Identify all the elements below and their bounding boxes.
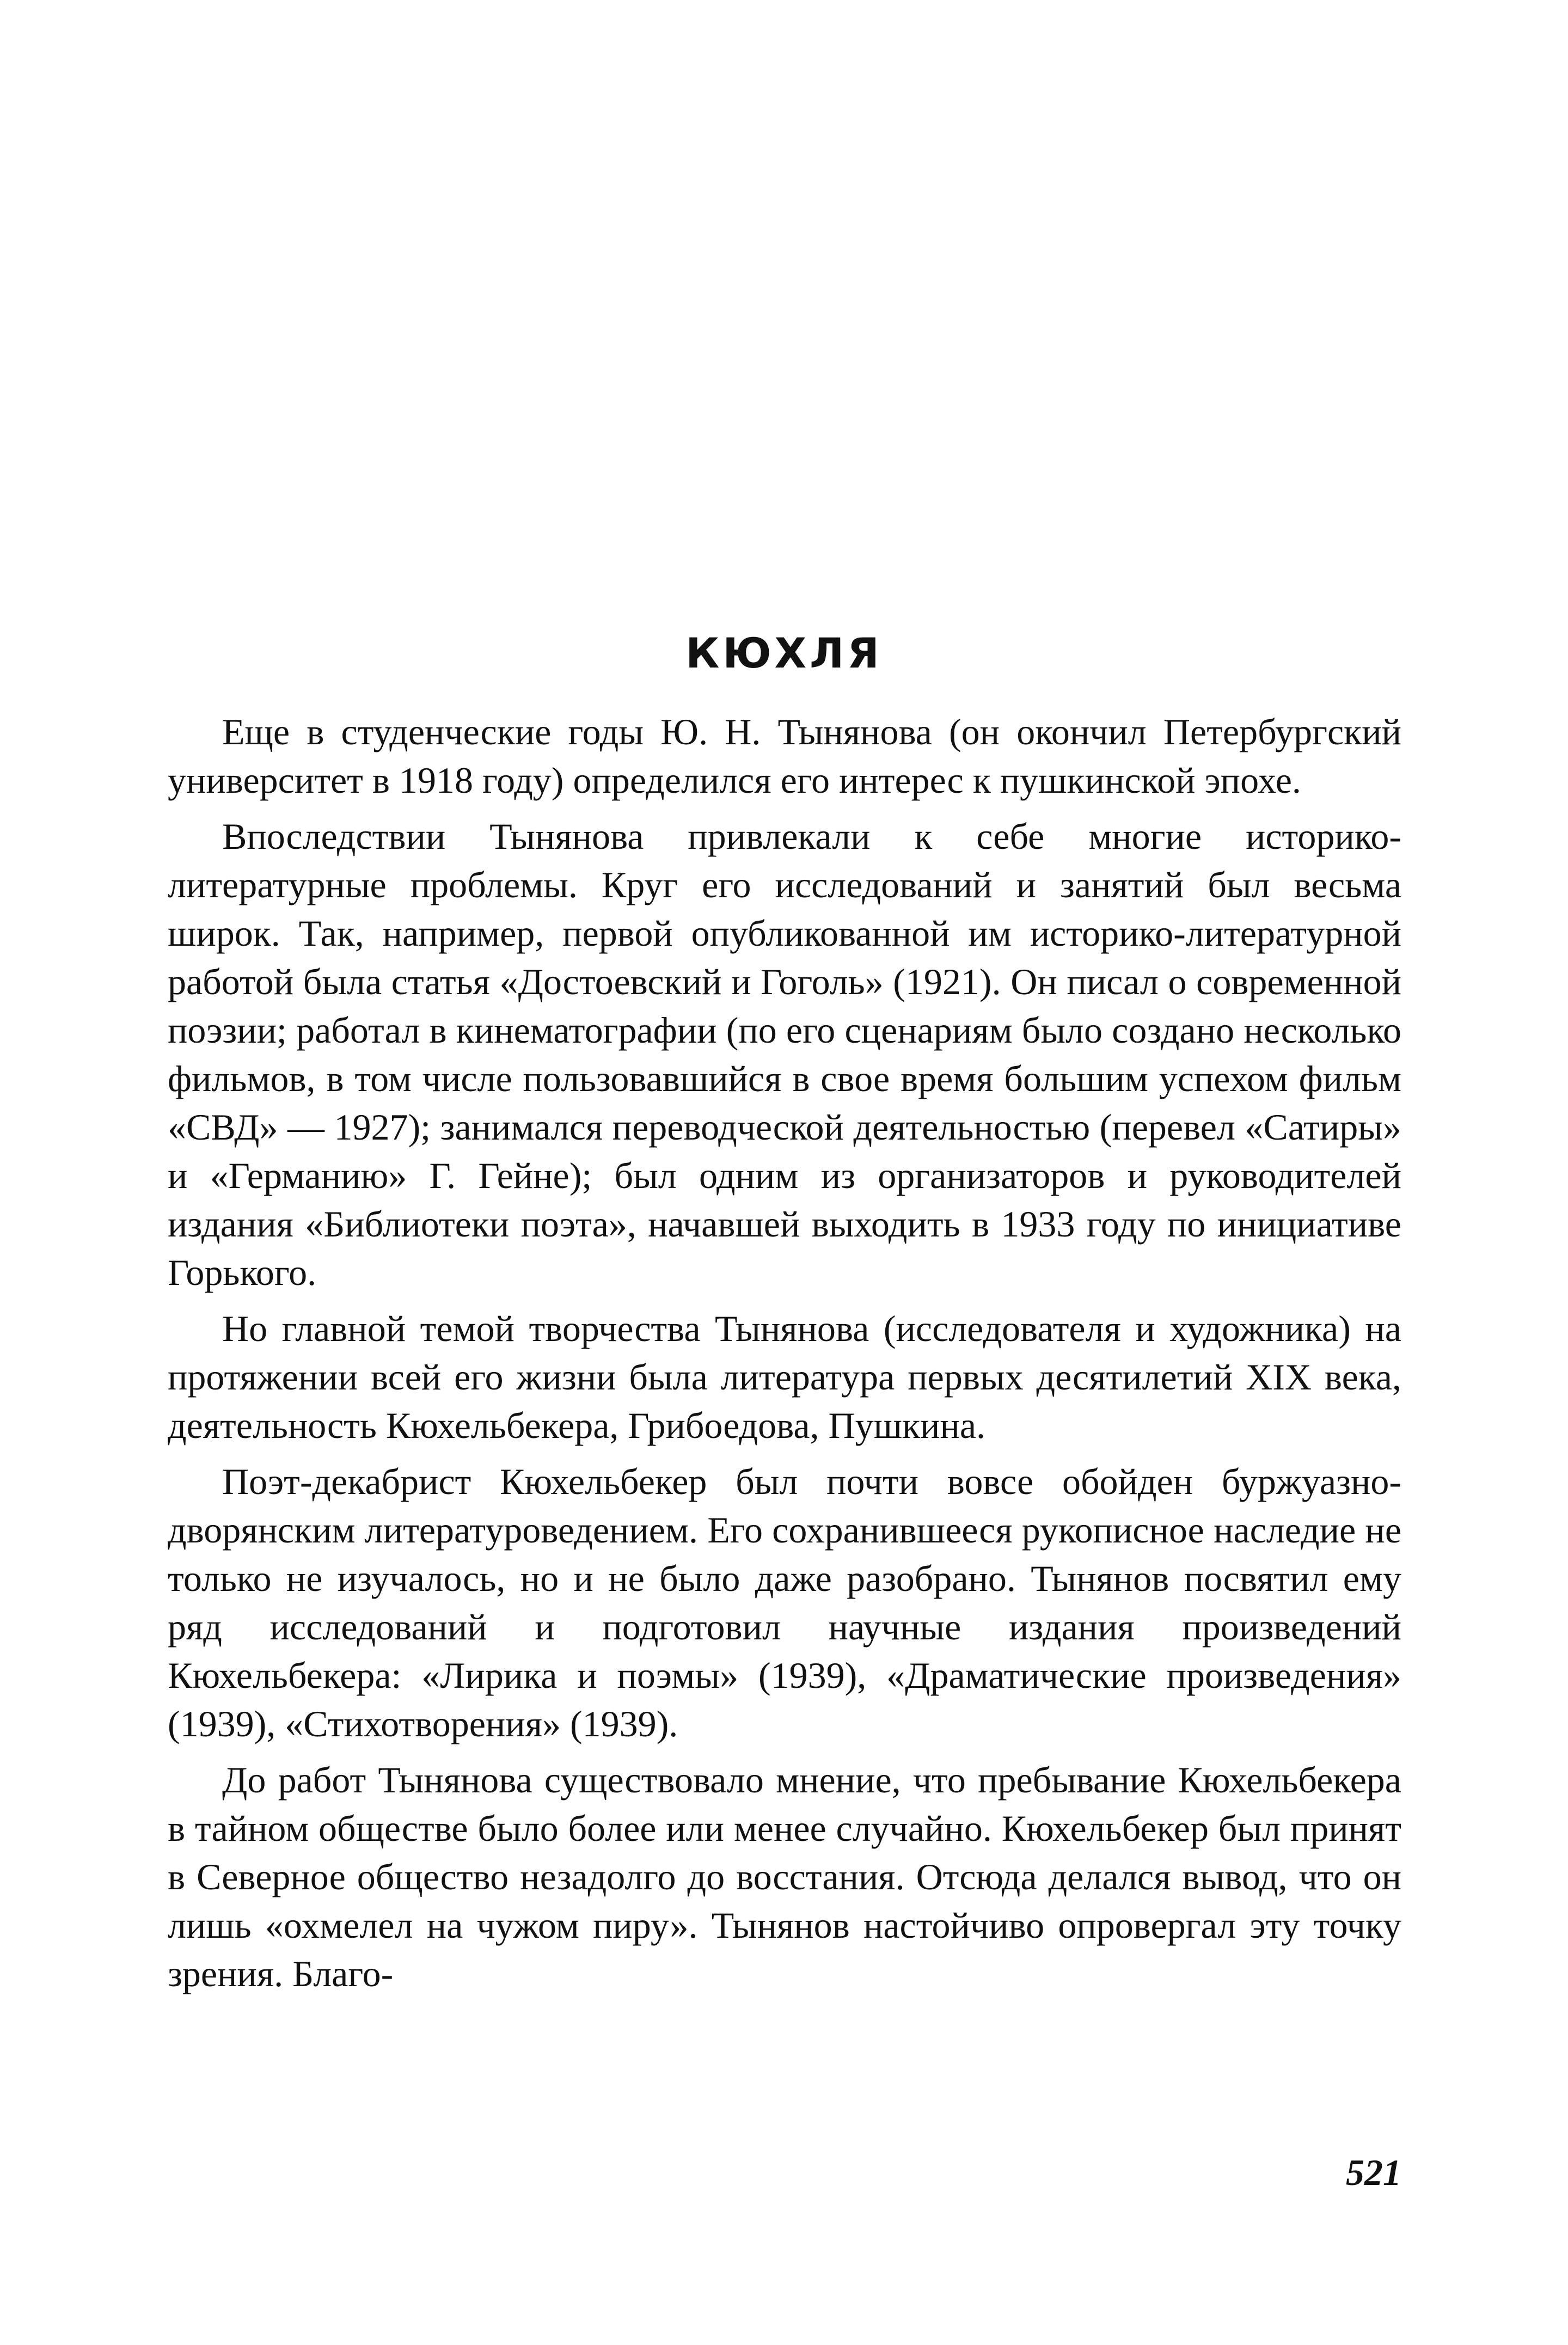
- paragraph: Поэт-декабрист Кюхельбекер был почти вовсе обойден буржуазно-дворянским литературоведением. Его сохранившееся рукописное наследие не только не изучалось, но и не было даже разобрано. Тынянов посвятил ему ряд исследований и подготовил научные издания произведений Кюхельбекера: «Лирика и поэмы» (1939), «Драматические произведения» (1939), «Стихотворения» (1939).: [168, 1461, 1401, 1744]
- page-number: 521: [1346, 2152, 1401, 2193]
- paragraph: До работ Тынянова существовало мнение, что пребывание Кюхельбекера в тайном обществе было более или менее случайно. Кюхельбекер был принят в Северное общество незадолго до восстания. Отсюда делался вывод, что он лишь «охмелел на чужом пиру». Тынянов настойчиво опровергал эту точку зрения. Благо-: [168, 1759, 1401, 1994]
- chapter-title: КЮХЛЯ: [685, 629, 883, 677]
- body-text: [168, 708, 1401, 2006]
- paragraph: Еще в студенческие годы Ю. Н. Тынянова (он окончил Петербургский университет в 1918 году) определился его интерес к пушкинской эпохе.: [168, 711, 1401, 801]
- paragraph: Впоследствии Тынянова привлекали к себе многие историко-литературные проблемы. Круг его исследований и занятий был весьма широк. Так, например, первой опубликованной им историко-литературной работой была статья «Достоевский и Гоголь» (1921). Он писал о современной поэзии; работал в кинематографии (по его сценариям было создано несколько фильмов, в том числе пользовавшийся в свое время большим успехом фильм «СВД» — 1927); занимался переводческой деятельностью (перевел «Сатиры» и «Германию» Г. Гейне); был одним из организаторов и руководителей издания «Библиотеки поэта», начавшей выходить в 1933 году по инициативе Горького.: [168, 816, 1401, 1293]
- paragraph: Но главной темой творчества Тынянова (исследователя и художника) на протяжении всей его жизни была литература первых десятилетий XIX века, деятельность Кюхельбекера, Грибоедова, Пушкина.: [168, 1308, 1401, 1446]
